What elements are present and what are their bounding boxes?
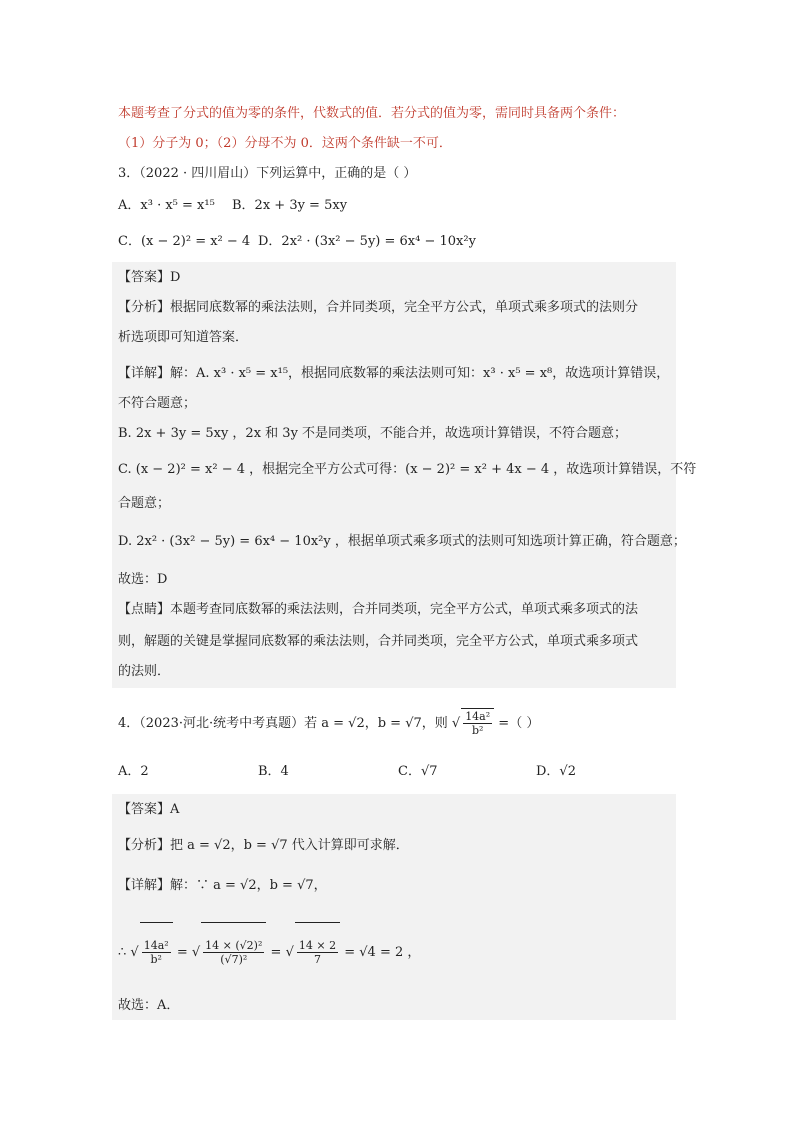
q4-option-d: D．√2 [536,764,576,779]
therefore-symbol: ∴ [118,945,127,960]
q4-stem-numerator: 14a² [465,710,491,723]
q4-option-b: B．4 [258,764,289,779]
calc-frac2-den: (√7)² [220,953,248,966]
calc-tail: = √4 = 2 ， [344,945,421,960]
q4-option-a: A．2 [118,764,149,779]
q4-calculation: ∴ √ $\frac{\text{14a²}}{\text{b²}}$ = √ $\frac{\text{14 × (√2)²}}{\text{(√7)²}}$ = √ $\frac{14 \times 2}{7}$ = √4 = 2 ， [118,922,420,983]
intro-line-1: 本题考查了分式的值为零的条件，代数式的值．若分式的值为零，需同时具备两个条件： [118,106,626,121]
q3-detail-a-line-2: 不符合题意； [118,396,197,411]
calc-frac2-num: 14 × (√2)² [205,939,263,952]
q4-stem: 4．（2023·河北·统考中考真题）若 a = √2，b = √7，则 √ $\frac{\text{14a²}}{\text{b²}}$ =（ ） [118,710,540,737]
q3-choose: 故选：D [118,572,168,587]
q3-analysis-line-2: 析选项即可知道答案． [118,330,249,345]
q3-note-line-1: 【点睛】本题考查同底数幂的乘法法则，合并同类项，完全平方公式，单项式乘多项式的法 [118,602,639,617]
q3-detail-c-line-2: 合题意； [118,496,171,511]
q3-detail-d: D. 2x² · (3x² − 5y) = 6x⁴ − 10x²y ，根据单项式乘多项式的法则可知选项计算正确，符合题意； [118,534,686,549]
q4-answer: 【答案】A [118,802,180,817]
q4-solution-block [112,794,676,1020]
q3-option-b: B．2x + 3y = 5xy [232,198,348,213]
q3-stem: 3．（2022 · 四川眉山）下列运算中，正确的是（ ） [118,166,417,181]
q3-option-d: D．2x² · (3x² − 5y) = 6x⁴ − 10x²y [258,234,476,249]
calc-frac3-num: 14 × 2 [298,939,337,952]
q3-detail-a-line-1: 【详解】解：A. x³ · x⁵ = x¹⁵，根据同底数幂的乘法法则可知：x³ · x⁵ = x⁸，故选项计算错误， [118,366,670,381]
intro-line-2: （1）分子为 0；（2）分母不为 0．这两个条件缺一不可． [118,136,452,151]
calc-frac3-den: 7 [313,953,321,966]
q4-stem-denominator: b² [471,724,484,737]
q4-analysis: 【分析】把 a = √2，b = √7 代入计算即可求解． [118,838,409,853]
q3-answer: 【答案】D [118,270,181,285]
q4-choose: 故选：A． [118,998,180,1013]
q4-stem-prefix: 4．（2023·河北·统考中考真题）若 a = √2，b = √7，则 [118,716,448,731]
q3-analysis-line-1: 【分析】根据同底数幂的乘法法则，合并同类项，完全平方公式，单项式乘多项式的法则分 [118,300,639,315]
calc-frac1-den: b² [150,953,162,966]
q3-detail-c-line-1: C. (x − 2)² = x² − 4 ，根据完全平方公式可得：(x − 2)² = x² + 4x − 4 ，故选项计算错误，不符 [118,462,697,477]
q3-detail-b: B. 2x + 3y = 5xy ，2x 和 3y 不是同类项，不能合并，故选项计算错误，不符合题意； [118,426,628,441]
q4-detail-line-1: 【详解】解：∵ a = √2，b = √7， [118,878,327,893]
q4-stem-suffix: =（ ） [498,716,540,731]
q3-note-line-3: 的法则． [118,664,171,679]
q3-note-line-2: 则，解题的关键是掌握同底数幂的乘法法则，合并同类项，完全平方公式，单项式乘多项式 [118,634,639,649]
q4-option-c: C．√7 [398,764,438,779]
calc-frac1-num: 14a² [143,939,169,952]
q3-option-c: C．(x − 2)² = x² − 4 [118,234,251,249]
q3-option-a: A．x³ · x⁵ = x¹⁵ [118,198,215,213]
